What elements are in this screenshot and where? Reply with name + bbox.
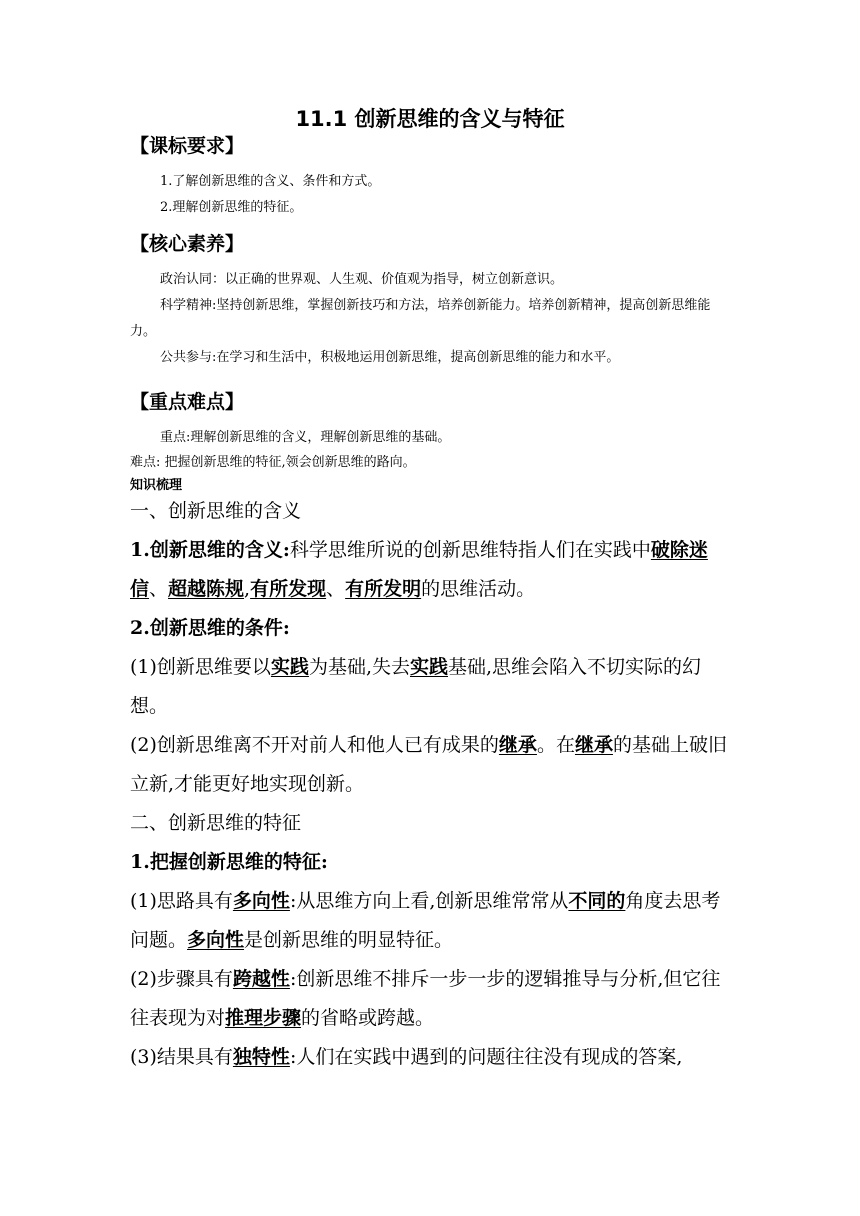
feature-item-2: (2)步骤具有跨越性:创新思维不排斥一步一步的逻辑推导与分析,但它往往表现为对推理步骤的省略或跨越。 <box>130 968 721 1029</box>
core-literacy-paragraph: 政治认同：以正确的世界观、人生观、价值观为指导，树立创新意识。 <box>160 272 564 287</box>
keyword: 超越陈规 <box>168 578 245 600</box>
key-points-body <box>130 425 730 475</box>
keyword: 多向性 <box>187 929 245 951</box>
feature-item-1: (1)思路具有多向性:从思维方向上看,创新思维常常从不同的角度去思考问题。多向性是创新思维的明显特征。 <box>130 890 721 951</box>
section-heading-curriculum: 【课标要求】 <box>130 135 245 157</box>
key-point-paragraph: 重点:理解创新思维的含义，理解创新思维的基础。 <box>160 430 451 445</box>
keyword: 继承 <box>574 734 613 756</box>
keyword: 跨越性 <box>232 968 290 990</box>
keyword: 实践 <box>270 656 309 678</box>
part2-heading: 二、创新思维的特征 <box>130 812 302 834</box>
keyword: 多向性 <box>232 890 290 912</box>
difficulty-paragraph: 难点: 把握创新思维的特征,领会创新思维的路向。 <box>130 455 416 470</box>
definition-label: 1.创新思维的含义: <box>130 539 290 561</box>
curriculum-item: 1.了解创新思维的含义、条件和方式。 <box>160 174 381 189</box>
section-heading-core-literacy: 【核心素养】 <box>130 233 245 255</box>
keyword: 实践 <box>409 656 448 678</box>
feature-label: 1.把握创新思维的特征: <box>130 851 328 873</box>
part1-heading: 一、创新思维的含义 <box>130 500 302 522</box>
condition-item-2: (2)创新思维离不开对前人和他人已有成果的继承。在继承的基础上破旧立新,才能更好地实现创新。 <box>130 734 727 795</box>
feature-item-3: (3)结果具有独特性:人们在实践中遇到的问题往往没有现成的答案, <box>130 1046 683 1068</box>
keyword: 推理步骤 <box>225 1007 302 1029</box>
core-literacy-body <box>130 267 730 371</box>
keyword: 有所发现 <box>250 578 327 600</box>
keyword: 独特性 <box>232 1046 290 1068</box>
knowledge-body <box>130 492 730 1077</box>
keyword: 有所发明 <box>345 578 422 600</box>
curriculum-item: 2.理解创新思维的特征。 <box>160 200 303 215</box>
curriculum-list <box>130 169 730 221</box>
doc-title: 11.1 创新思维的含义与特征 <box>295 107 565 131</box>
definition-paragraph: 1.创新思维的含义:科学思维所说的创新思维特指人们在实践中破除迷信、超越陈规,有所发现、有所发明的思维活动。 <box>130 539 708 600</box>
condition-item-1: (1)创新思维要以实践为基础,失去实践基础,思维会陷入不切实际的幻想。 <box>130 656 702 717</box>
core-literacy-paragraph: 科学精神:坚持创新思维，掌握创新技巧和方法，培养创新能力。培养创新精神，提高创新思维能力。 <box>130 298 711 339</box>
core-literacy-paragraph: 公共参与:在学习和生活中，积极地运用创新思维，提高创新思维的能力和水平。 <box>160 350 620 365</box>
knowledge-title: 知识梳理 <box>130 478 183 493</box>
keyword: 继承 <box>498 734 537 756</box>
section-heading-key-points: 【重点难点】 <box>130 391 245 413</box>
condition-label: 2.创新思维的条件: <box>130 617 290 639</box>
keyword: 破除迷信 <box>130 539 708 600</box>
keyword: 不同的 <box>568 890 626 912</box>
